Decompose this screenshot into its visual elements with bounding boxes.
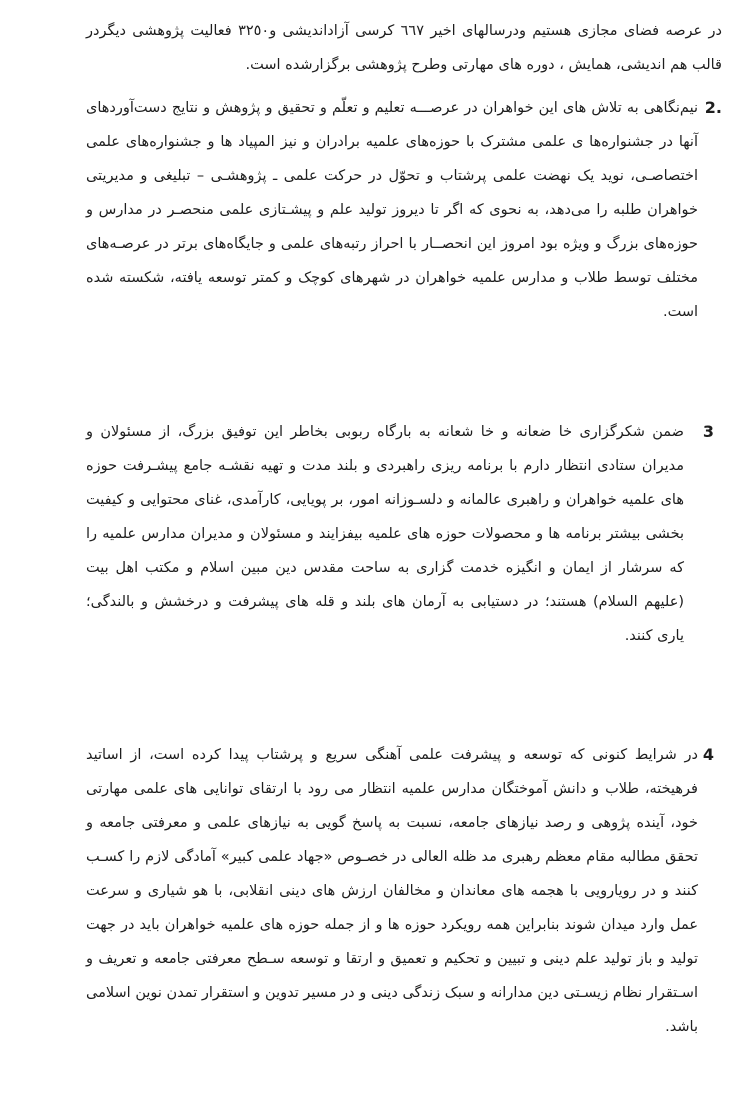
paragraph-2: نیم‌نگاهی به تلاش های این خواهران در عرصـــه تعلیم و تعلّم و تحقیق و پژوهش و نتایج دست‌آوردهای آنها در جشنواره‌ها ی علمی مشترک با حوزه‌های علمیه برادران و نیز المپیاد ها و جشنواره‌های علمی اختصاصـی، نوید یک نهضت علمی پرشتاب و تحوّل در حرکت علمی ـ پژوهشـی – تبلیغی و مدیریتی خواهران طلبه را می‌دهد، به نحوی که اگر تا دیروز تولید علم و پیشـتازی علمی منحصـر در مدارس و حوزه‌های بزرگ و ویژه بود امروز این انحصــار با احراز رتبه‌های علمی و جایگاه‌های برتر در عرصـه‌های مختلف توسط طلاب و مدارس علمیه خواهران در شهرهای کوچک و کمتر توسعه یافته، شکسته شده است.	[86, 100, 698, 320]
paragraph-4-number: 4	[702, 745, 714, 764]
paragraph-4: در شرایط کنونی که توسعه و پیشرفت علمی آهنگی سریع و پرشتاب پیدا کرده است، از اساتید فرهیخته، طلاب و دانش آموختگان مدارس علمیه انتظار می رود با ارتقای توانایی های علمی مهارتی خود، آینده پژوهی و رصد نیازهای جامعه، نسبت به پاسخ گویی به نیازهای علمی و معرفتی جامعه و تحقق مطالبه مقام معظم رهبری مد ظله العالی در خصـوص «جهاد علمی کبیر» آمادگی لازم را کسـب کنند و در رویارویی با هجمه های معاندان و مخالفان ارزش های دینی انقلابی، با هو شیاری و سرعت عمل وارد میدان شوند بنابراین همه رویکرد حوزه ها و از جمله حوزه های علمیه خواهران باید در جهت تولید و باز تولید علم دینی و تبیین و تحکیم و تعمیق و ارتقا و توسعه سـطح معرفتی جامعه و تعریف و اسـتقرار نظام زیسـتی دین مدارانه و سبک زندگی دینی و در مسیر تدوین و استقرار تمدن نوین اسلامی باشد.	[86, 747, 698, 1035]
paragraph-3-number: 3	[702, 422, 714, 441]
paragraph-1: در عرصه فضای مجازی هستیم ودرسالهای اخیر ٦٦٧ کرسی آزاداندیشی و٣٢٥٠ فعالیت پژوهشی دیگردر قالب هم اندیشی، همایش ، دوره های مهارتی وطرح پژوهشی برگزارشده است.	[86, 23, 722, 73]
paragraph-2-number: 2.	[704, 98, 722, 117]
paragraph-3: ضمن شکرگزاری خا ضعانه و خا شعانه به بارگاه ربوبی بخاطر این توفیق بزرگ، از مسئولان و مدیران ستادی انتظار دارم با برنامه ریزی راهبردی و بلند مدت و تهیه نقشـه جامع پیشـرفت حوزه های علمیه خواهران و راهبری عالمانه و دلسـوزانه امور، بر پویایی، کارآمدی، غنای محتوایی و کیفیت بخشی بیشتر برنامه ها و محصولات حوزه های علمیه بیفزایند و مسئولان و مدیران مدارس علمیه را که سرشار از ایمان و انگیزه خدمت گزاری به ساحت مقدس دین مبین اسلام و مکتب اهل بیت (علیهم السلام) هستند؛ در دستیابی به آرمان های بلند و قله های پیشرفت و درخشش و بالندگی؛ یاری کنند.	[86, 424, 684, 644]
